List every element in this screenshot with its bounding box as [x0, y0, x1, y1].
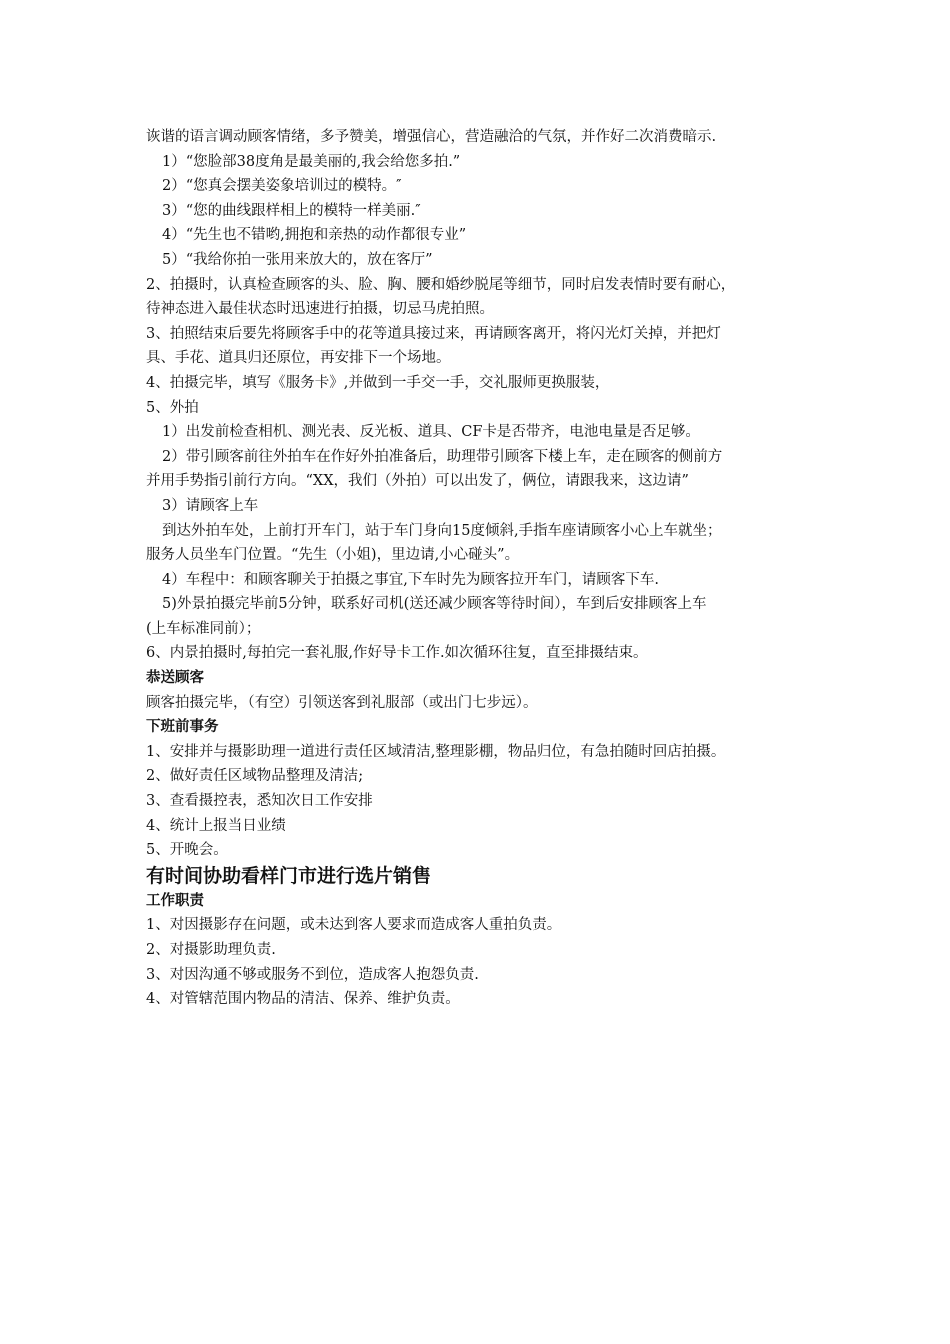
paragraph-line: 5、外拍 — [146, 399, 199, 416]
list-item: 3、查看摄控表，悉知次日工作安排 — [146, 793, 373, 810]
list-item: 1、对因摄影存在问题，或未达到客人要求而造成客人重拍负责。 — [146, 917, 562, 934]
list-item: 5、开晚会。 — [146, 842, 228, 859]
paragraph-line: 4、拍摄完毕，填写《服务卡》,并做到一手交一手，交礼服师更换服装， — [146, 374, 610, 391]
list-item: 1、安排并与摄影助理一道进行责任区域清洁,整理影棚，物品归位，有急拍随时回店拍摄。 — [146, 743, 726, 760]
outdoor-item-detail: 到达外拍车处，上前打开车门，站于车门身向15度倾斜,手指车座请顾客小心上车就坐； — [162, 522, 722, 539]
section-heading-duties: 工作职责 — [146, 892, 204, 909]
paragraph-line: 6、内景拍摄时,每拍完一套礼服,作好导卡工作.如次循环往复，直至排摄结束。 — [146, 645, 648, 662]
major-heading: 有时间协助看样门市进行选片销售 — [146, 864, 432, 887]
list-item: 2、对摄影助理负责. — [146, 942, 276, 958]
praise-item: 4）“先生也不错哟,拥抱和亲热的动作都很专业” — [162, 227, 467, 244]
paragraph-line: 2、拍摄时，认真检查顾客的头、脸、胸、腰和婚纱脱尾等细节，同时启发表情时要有耐心， — [146, 276, 736, 293]
outdoor-item: 4）车程中：和顾客聊关于拍摄之事宜,下车时先为顾客拉开车门，请顾客下车. — [162, 571, 659, 588]
paragraph-line: 待神态进入最佳状态时迅速进行拍摄，切忌马虎拍照。 — [146, 301, 494, 318]
document-page — [146, 125, 826, 1012]
outdoor-item-continued: 并用手势指引前行方向。“XX，我们（外拍）可以出发了，俩位，请跟我来，这边请” — [146, 473, 689, 490]
praise-item: 1）“您脸部38度角是最美丽的,我会给您多拍.” — [162, 153, 461, 170]
paragraph-line: 具、手花、道具归还原位，再安排下一个场地。 — [146, 350, 451, 367]
section-heading-farewell: 恭送顾客 — [146, 670, 204, 687]
outdoor-item: 2）带引顾客前往外拍车在作好外拍准备后，助理带引顾客下楼上车，走在顾客的侧前方 — [162, 448, 723, 465]
outdoor-item: 5)外景拍摄完毕前5分钟，联系好司机(送还减少顾客等待时间），车到后安排顾客上车 — [162, 596, 707, 613]
outdoor-item: 3）请顾客上车 — [162, 497, 259, 514]
outdoor-item-continued: 服务人员坐车门位置。“先生（小姐)，里边请,小心碰头”。 — [146, 547, 520, 564]
paragraph-line: 3、拍照结束后要先将顾客手中的花等道具接过来，再请顾客离开，将闪光灯关掉，并把灯 — [146, 325, 721, 342]
praise-item: 5）“我给你拍一张用来放大的，放在客厅” — [162, 251, 433, 268]
list-item: 4、对管辖范围内物品的清洁、保养、维护负责。 — [146, 991, 460, 1008]
list-item: 2、做好责任区域物品整理及清洁; — [146, 768, 364, 785]
list-item: 4、统计上报当日业绩 — [146, 817, 286, 834]
intro-line: 诙谐的语言调动顾客情绪，多予赞美，增强信心，营造融洽的气氛，并作好二次消费暗示. — [146, 129, 717, 145]
outdoor-item-continued: (上车标准同前）； — [146, 620, 261, 637]
paragraph-line: 顾客拍摄完毕，（有空）引领送客到礼服部（或出门七步远）。 — [146, 694, 538, 711]
list-item: 3、对因沟通不够或服务不到位，造成客人抱怨负责. — [146, 966, 479, 983]
outdoor-item: 1）出发前检查相机、测光表、反光板、道具、CF卡是否带齐，电池电量是否足够。 — [162, 424, 700, 441]
praise-item: 3）“您的曲线跟样相上的模特一样美丽.″ — [162, 202, 421, 219]
praise-item: 2）“您真会摆美姿象培训过的模特。″ — [162, 178, 402, 195]
section-heading-offduty: 下班前事务 — [146, 719, 219, 736]
